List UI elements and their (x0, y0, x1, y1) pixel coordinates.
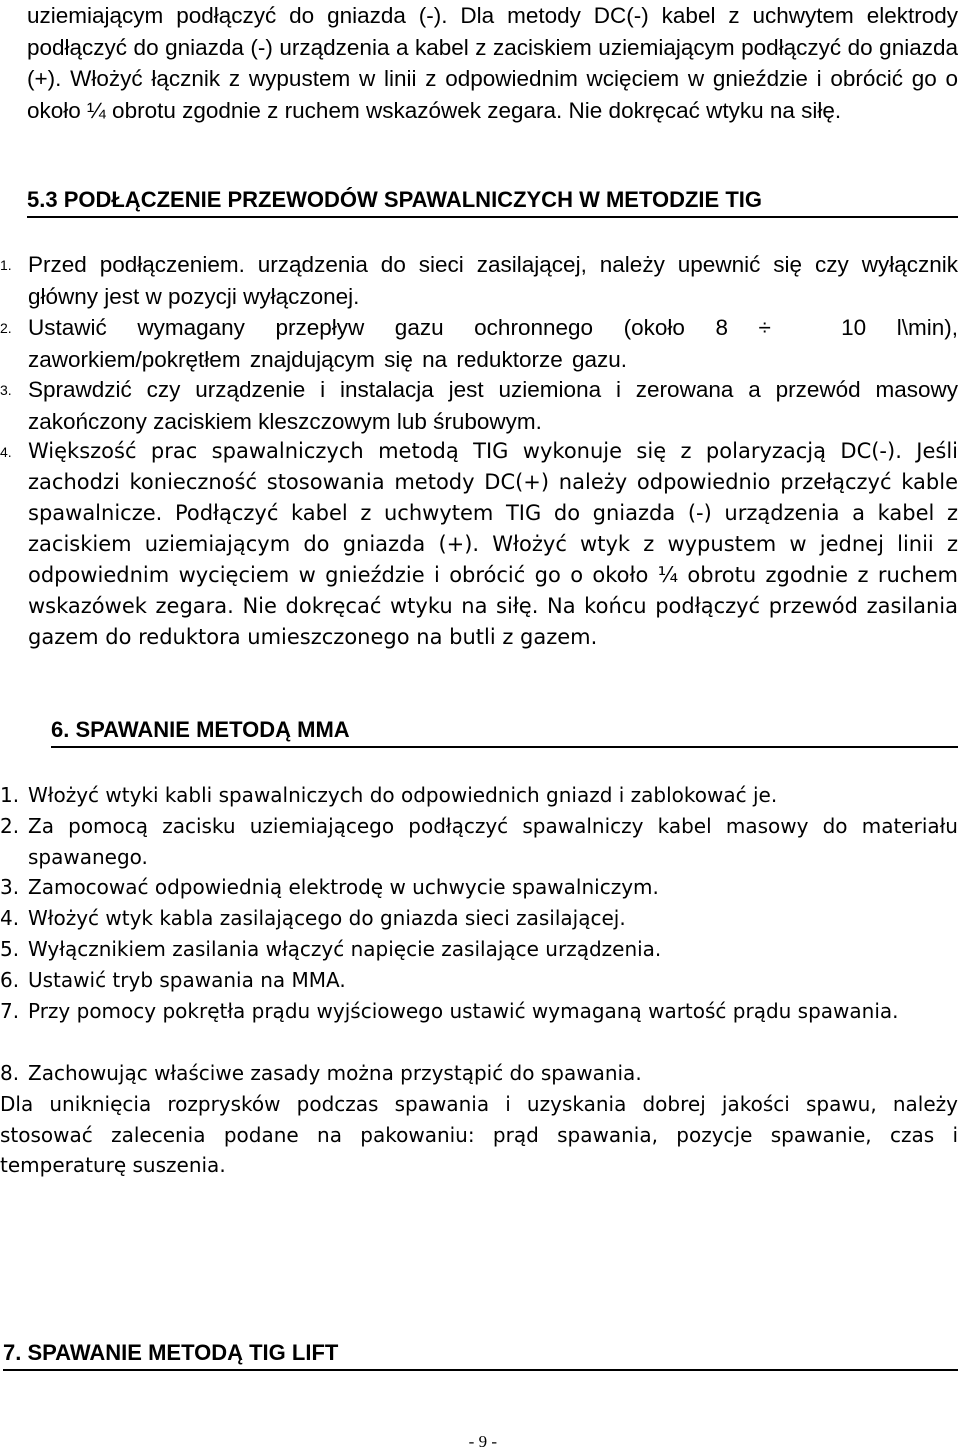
list-item-text-part: Włożyć wtyk z wypustem w jednej linii z odpowiednim wycięciem w gnieździe i obrócić go o około ¼ obrotu zgodnie z ruchem wskazówek zegara. (28, 532, 958, 618)
list-item-text-part: Ustawić wymagany przepływ gazu ochronnego (około 8 (28, 315, 728, 340)
list-item-number: 7. (0, 999, 20, 1023)
list-item-text-part: 10 l\min), zaworkiem/pokrętłem znajdującym się na reduktorze gazu. (28, 315, 958, 372)
section-6-heading (51, 713, 958, 748)
list-item-text: Zachowując właściwe zasady można przystąpić do spawania. (28, 1061, 642, 1085)
intro-paragraph: uziemiającym podłączyć do gniazda (-). Dla metody DC(-) kabel z uchwytem elektrody podłączyć do gniazda (-) urządzenia a kabel z zaciskiem uziemiającym podłączyć do gniazda (+). Włożyć łącznik z wypustem w linii z odpowiednim wcięciem w gnieździe i obrócić go o około ¼ obrotu zgodnie z ruchem wskazówek zegara. Nie dokręcać wtyku na siłę. (27, 3, 958, 123)
list-item-number: 1. (0, 783, 20, 807)
list-item-text (28, 436, 958, 653)
list-item-text-part: Nie dokręcać wtyku na siłę. (242, 594, 539, 618)
list-item-number: 6. (0, 968, 20, 992)
list-item-number: 2. (0, 814, 20, 838)
list-item-text: Przed podłączeniem. urządzenia do sieci zasilającej, należy upewnić się czy wyłącznik główny jest w pozycji wyłączonej. (28, 252, 958, 309)
list-item-text: Włożyć wtyki kabli spawalniczych do odpowiednich gniazd i zablokować je. (28, 783, 778, 807)
section-7-heading (3, 1336, 958, 1371)
list-item-text: Włożyć wtyk kabla zasilającego do gniazda sieci zasilającej. (28, 906, 626, 930)
list-item-text: Za pomocą zacisku uziemiającego podłączyć spawalniczy kabel masowy do materiału spawanego. (28, 814, 958, 869)
list-item-text (28, 312, 958, 375)
list-item-text-part: Większość prac spawalniczych metodą TIG wykonuje się z polaryzacją DC(-). Jeśli zachodzi konieczność stosowania metody DC(+) należy odpowiednio przełączyć kable spawalnicze. (28, 439, 958, 525)
list-item-number: 2. (0, 320, 12, 336)
list-item-number: 8. (0, 1061, 20, 1085)
list-item-text: Sprawdzić czy urządzenie i instalacja jest uziemiona i zerowana a przewód masowy zakończony zaciskiem kleszczowym lub śrubowym. (28, 377, 958, 434)
list-item-text: Wyłącznikiem zasilania włączyć napięcie zasilające urządzenia. (28, 937, 662, 961)
list-item-number: 1. (0, 257, 12, 273)
section-5-3-title: 5.3 PODŁĄCZENIE PRZEWODÓW SPAWALNICZYCH W METODZIE TIG (27, 187, 762, 212)
section-5-3-heading (27, 183, 958, 218)
section-6-note: Dla uniknięcia rozprysków podczas spawania i uzyskania dobrej jakości spawu, należy stosować zalecenia podane na pakowaniu: prąd spawania, pozycje spawanie, czas i temperaturę suszenia. (0, 1092, 958, 1177)
list-item-text-part: Na końcu podłączyć przewód zasilania gazem do reduktora umieszczonego na butli z gazem. (28, 594, 958, 649)
division-symbol: ÷ (758, 315, 771, 340)
list-item-text: Zamocować odpowiednią elektrodę w uchwycie spawalniczym. (28, 875, 659, 899)
section-7-title: 7. SPAWANIE METODĄ TIG LIFT (3, 1340, 339, 1365)
list-item-text-part: Podłączyć kabel z uchwytem TIG do gniazda (-) urządzenia a kabel z zaciskiem uziemiającym do gniazda (+). (28, 501, 958, 556)
section-6-title: 6. SPAWANIE METODĄ MMA (51, 717, 350, 742)
page-number-footer (0, 1432, 960, 1452)
list-item-text: Przy pomocy pokrętła prądu wyjściowego ustawić wymaganą wartość prądu spawania. (28, 999, 899, 1023)
list-item-number: 4. (0, 906, 20, 930)
list-item-number: 3. (0, 875, 20, 899)
list-item-number: 3. (0, 382, 12, 398)
page-number: - 9 - (468, 1432, 497, 1451)
list-item-text: Ustawić tryb spawania na MMA. (28, 968, 346, 992)
list-item-number: 5. (0, 937, 20, 961)
list-item-number: 4. (0, 444, 12, 460)
